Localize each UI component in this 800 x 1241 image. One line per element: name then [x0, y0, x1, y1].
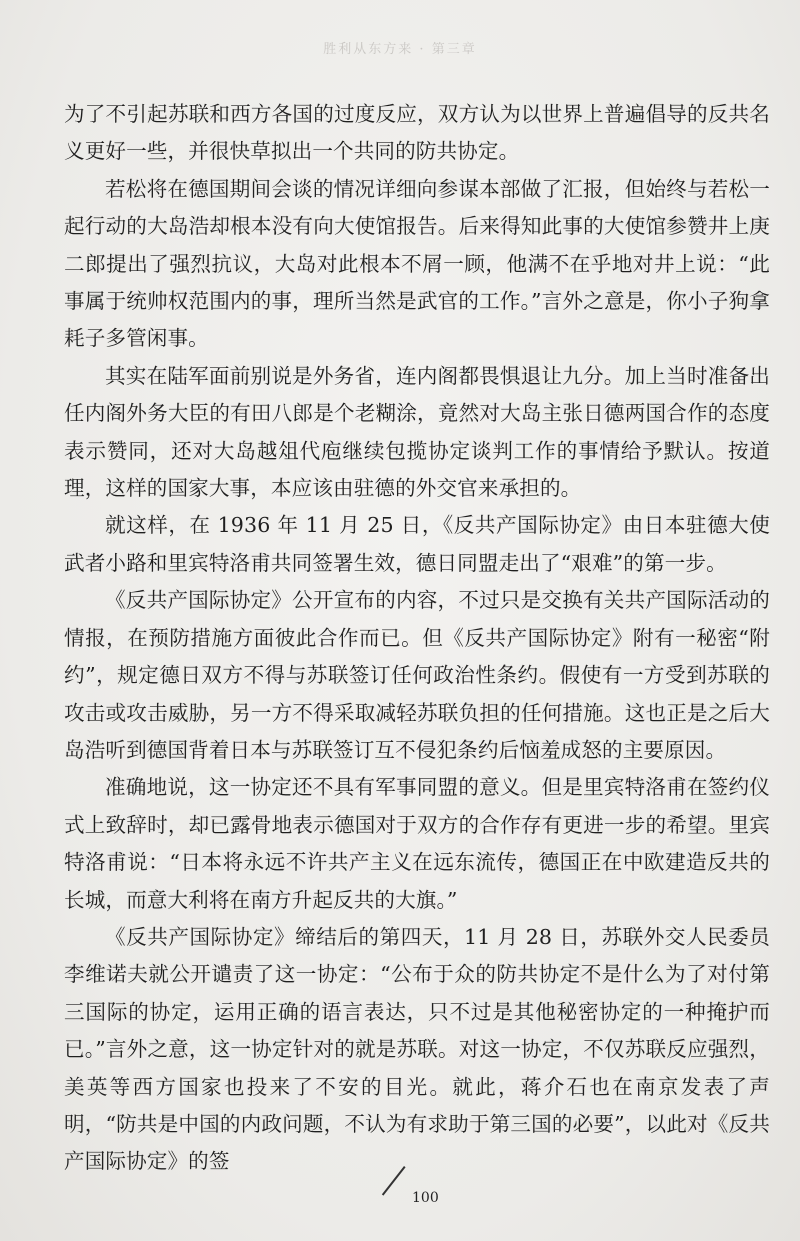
- paragraph: 准确地说，这一协定还不具有军事同盟的意义。但是里宾特洛甫在签约仪式上致辞时，却已露骨地表示德国对于双方的合作存有更进一步的希望。里宾特洛甫说：“日本将永远不许共产主义在远东流传，德国正在中欧建造反共的长城，而意大利将在南方升起反共的大旗。”: [64, 775, 770, 912]
- paragraph: 就这样，在 1936 年 11 月 25 日，《反共产国际协定》由日本驻德大使武者小路和里宾特洛甫共同签署生效，德日同盟走出了“艰难”的第一步。: [64, 513, 770, 575]
- page-number: 100: [412, 1190, 439, 1206]
- paragraph: 《反共产国际协定》公开宣布的内容，不过只是交换有关共产国际活动的情报，在预防措施方面彼此合作而已。但《反共产国际协定》附有一秘密“附约”，规定德日双方不得与苏联签订任何政治性条约。假使有一方受到苏联的攻击或攻击威胁，另一方不得采取减轻苏联负担的任何措施。这也正是之后大岛浩听到德国背着日本与苏联签订互不侵犯条约后恼羞成怒的主要原因。: [64, 588, 770, 762]
- paragraph: 其实在陆军面前别说是外务省，连内阁都畏惧退让九分。加上当时准备出任内阁外务大臣的有田八郎是个老糊涂，竟然对大岛主张日德两国合作的态度表示赞同，还对大岛越俎代庖继续包揽协定谈判工作的事情给予默认。按道理，这样的国家大事，本应该由驻德的外交官来承担的。: [64, 363, 770, 501]
- paragraph: 为了不引起苏联和西方各国的过度反应，双方认为以世界上普遍倡导的反共名义更好一些，并很快草拟出一个共同的防共协定。: [64, 102, 770, 164]
- body-text: [64, 96, 770, 1181]
- running-header: 胜利从东方来 · 第三章: [323, 42, 477, 57]
- paragraph: 《反共产国际协定》缔结后的第四天，11 月 28 日，苏联外交人民委员李维诺夫就公开谴责了这一协定：“公布于众的防共协定不是什么为了对付第三国际的协定，运用正确的语言表达，只不过是其他秘密协定的一种掩护而已。”言外之意，这一协定针对的就是苏联。对这一协定，不仅苏联反应强烈，美英等西方国家也投来了不安的目光。就此，蒋介石也在南京发表了声明，“防共是中国的内政问题，不认为有求助于第三国的必要”，以此对《反共产国际协定》的签: [64, 924, 770, 1174]
- paragraph: 若松将在德国期间会谈的情况详细向参谋本部做了汇报，但始终与若松一起行动的大岛浩却根本没有向大使馆报告。后来得知此事的大使馆参赞井上庚二郎提出了强烈抗议，大岛对此根本不屑一顾，他满不在乎地对井上说：“此事属于统帅权范围内的事，理所当然是武官的工作。”言外之意是，你小子狗拿耗子多管闲事。: [64, 176, 770, 351]
